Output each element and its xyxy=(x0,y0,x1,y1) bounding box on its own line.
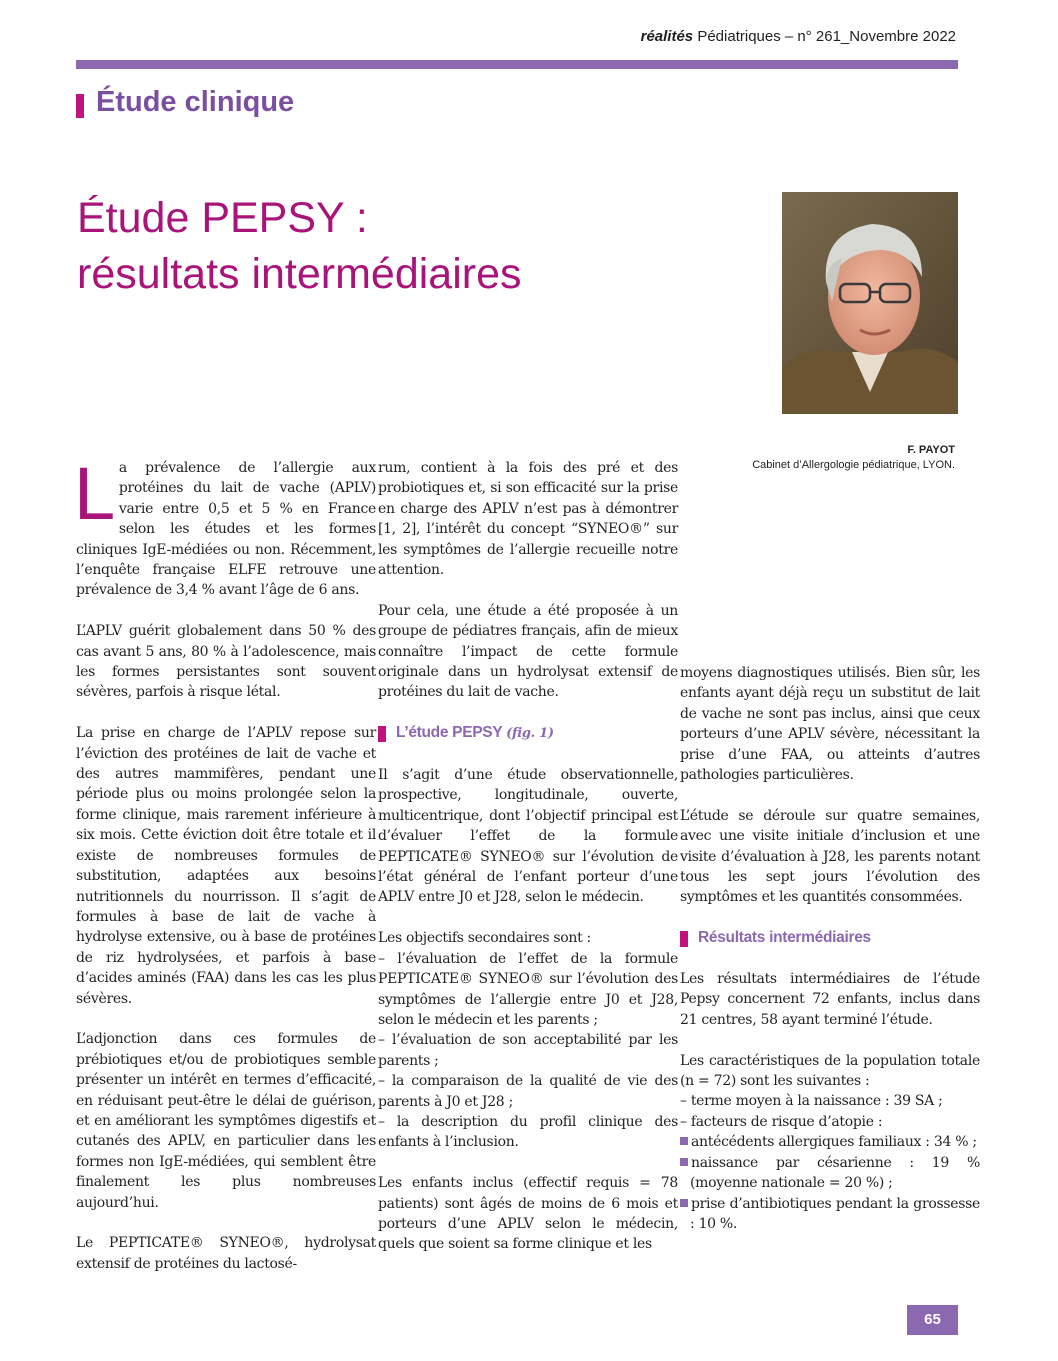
subheading-text: L’étude PEPSY xyxy=(396,724,503,742)
bullet-item xyxy=(680,1153,980,1194)
paragraph: La prise en charge de l’APLV repose sur l’éviction des protéines de lait de vache et des autres mammifères, pendant une période plus ou moins prolongée selon la forme clinique, mais rarement inférieure à six mois. Cette éviction doit être totale et il existe de nombreuses formules de substitution, adaptées aux besoins nutritionnels du nourrisson. Il s’agit de formules à base de lait de vache à hydrolyse extensive, ou à base de protéines de riz hydrolysées, et parfois à base d’acides aminés (FAA) dans les cas les plus sévères. xyxy=(76,725,376,1007)
list-item: – la description du profil clinique des enfants à l’inclusion. xyxy=(378,1113,678,1151)
paragraph: Pour cela, une étude a été proposée à un groupe de pédiatres français, afin de mieux connaître l’impact de cette formule originale dans un hydrolysat extensif de protéines du lait de vache. xyxy=(378,602,678,701)
paragraph: L’étude se déroule sur quatre semaines, avec une visite initiale d’inclusion et une visite d’évaluation à J28, les parents notant tous les sept jours l’évolution des symptômes et les quantités consommées. xyxy=(680,807,980,906)
bullet-text: prise d’antibiotiques pendant la grossesse : 10 %. xyxy=(690,1195,980,1232)
paragraph: Les enfants inclus (effectif requis = 78 patients) sont âgés de moins de 6 mois et porteurs d’une APLV selon le médecin, quels que soient sa forme clinique et les xyxy=(378,1175,678,1253)
paragraph: Il s’agit d’une étude observationnelle, prospective, longitudinale, ouverte, multicentrique, dont l’objectif principal est d’évaluer l’effet de la formule PEPTICATE® SYNEO® sur l’évolution de l’état général de l’enfant porteur d’une APLV entre J0 et J28, selon le médecin. xyxy=(378,767,678,906)
journal-name: réalités xyxy=(640,28,694,45)
section-title: Étude clinique xyxy=(96,86,295,118)
subheading-resultats xyxy=(680,928,980,948)
text-column-2 xyxy=(378,458,678,1275)
author-affiliation: Cabinet d’Allergologie pédiatrique, LYON. xyxy=(752,459,955,471)
paragraph-list xyxy=(378,928,678,1152)
text-column-1 xyxy=(74,452,376,1295)
bullet-text: naissance par césarienne : 19 % (moyenne nationale = 20 %) ; xyxy=(690,1154,980,1192)
figure-reference: (fig. 1) xyxy=(506,726,554,742)
author-name: F. PAYOT xyxy=(907,444,955,456)
text-column-3 xyxy=(680,663,980,1255)
journal-header xyxy=(641,28,956,45)
subheading-text: Résultats intermédiaires xyxy=(698,929,871,947)
paragraph: Le PEPTICATE® SYNEO®, hydrolysat extensif de protéines du lactosé- xyxy=(76,1235,376,1272)
section-marker xyxy=(76,94,84,118)
list-item: – la comparaison de la qualité de vie des parents à J0 et J28 ; xyxy=(378,1073,678,1110)
author-portrait-image xyxy=(782,192,958,414)
list-item: – l’évaluation de l’effet de la formule PEPTICATE® SYNEO® sur l’évolution des symptômes de l’allergie entre J0 et J28, selon le médecin et les parents ; xyxy=(378,950,678,1028)
paragraph: rum, contient à la fois des pré et des probiotiques et, si son efficacité sur la prise en charge des APLV n’est pas à démontrer [1, 2], l’intérêt du concept “SYNEO®” sur les symptômes de l’allergie recueille notre attention. xyxy=(378,460,678,579)
header-rule xyxy=(76,60,958,69)
article-title-line2: résultats intermédiaires xyxy=(77,250,522,298)
list-item: – l’évaluation de son acceptabilité par les parents ; xyxy=(378,1032,678,1069)
paragraph: L’APLV guérit globalement dans 50 % des cas avant 5 ans, 80 % à l’adolescence, mais les formes persistantes sont souvent sévères, parfois à risque létal. xyxy=(76,623,376,701)
article-title-line1: Étude PEPSY : xyxy=(77,194,368,242)
bullet-item xyxy=(680,1194,980,1235)
article-title xyxy=(77,190,522,302)
list-item: – facteurs de risque d’atopie : xyxy=(680,1113,883,1130)
paragraph: moyens diagnostiques utilisés. Bien sûr, les enfants ayant déjà reçu un substitut de lait de vache ne sont pas inclus, ainsi que ceux porteurs d’une APLV sévère, nécessitant la prise d’une FAA, ou atteints d’autres pathologies particulières. xyxy=(680,665,980,784)
paragraph-text: a prévalence de l’allergie aux protéines du lait de vache (APLV) varie entre 0,5 et 5 % en France selon les études et les formes cliniques IgE-médiées ou non. Récemment, l’enquête française ELFE retrouve une prévalence de 3,4 % avant l’âge de 6 ans. xyxy=(76,460,376,599)
drop-cap: L xyxy=(74,452,115,535)
paragraph xyxy=(74,452,376,601)
issue-text: Pédiatriques – n° 261_Novembre 2022 xyxy=(697,28,956,45)
subheading-etude-pepsy xyxy=(378,723,678,744)
list-item: – terme moyen à la naissance : 39 SA ; xyxy=(680,1093,943,1110)
page-number: 65 xyxy=(907,1305,958,1335)
list-intro: Les caractéristiques de la population totale (n = 72) sont les suivantes : xyxy=(680,1052,980,1090)
paragraph: L’adjonction dans ces formules de prébiotiques et/ou de probiotiques semble présenter un intérêt en termes d’efficacité, en réduisant peut-être le délai de guérison, et en améliorant les symptômes digestifs et cutanés des APLV, en particulier dans les formes non IgE-médiées, qui semblent être finalement les plus nombreuses aujourd’hui. xyxy=(76,1031,376,1211)
list-intro: Les objectifs secondaires sont : xyxy=(378,930,591,947)
bullet-item xyxy=(680,1132,980,1152)
paragraph: Les résultats intermédiaires de l’étude Pepsy concernent 72 enfants, inclus dans 21 centres, 58 ayant terminé l’étude. xyxy=(680,971,980,1028)
bullet-text: antécédents allergiques familiaux : 34 % ; xyxy=(691,1134,977,1151)
author-photo xyxy=(782,192,958,414)
paragraph-list xyxy=(680,1051,980,1235)
